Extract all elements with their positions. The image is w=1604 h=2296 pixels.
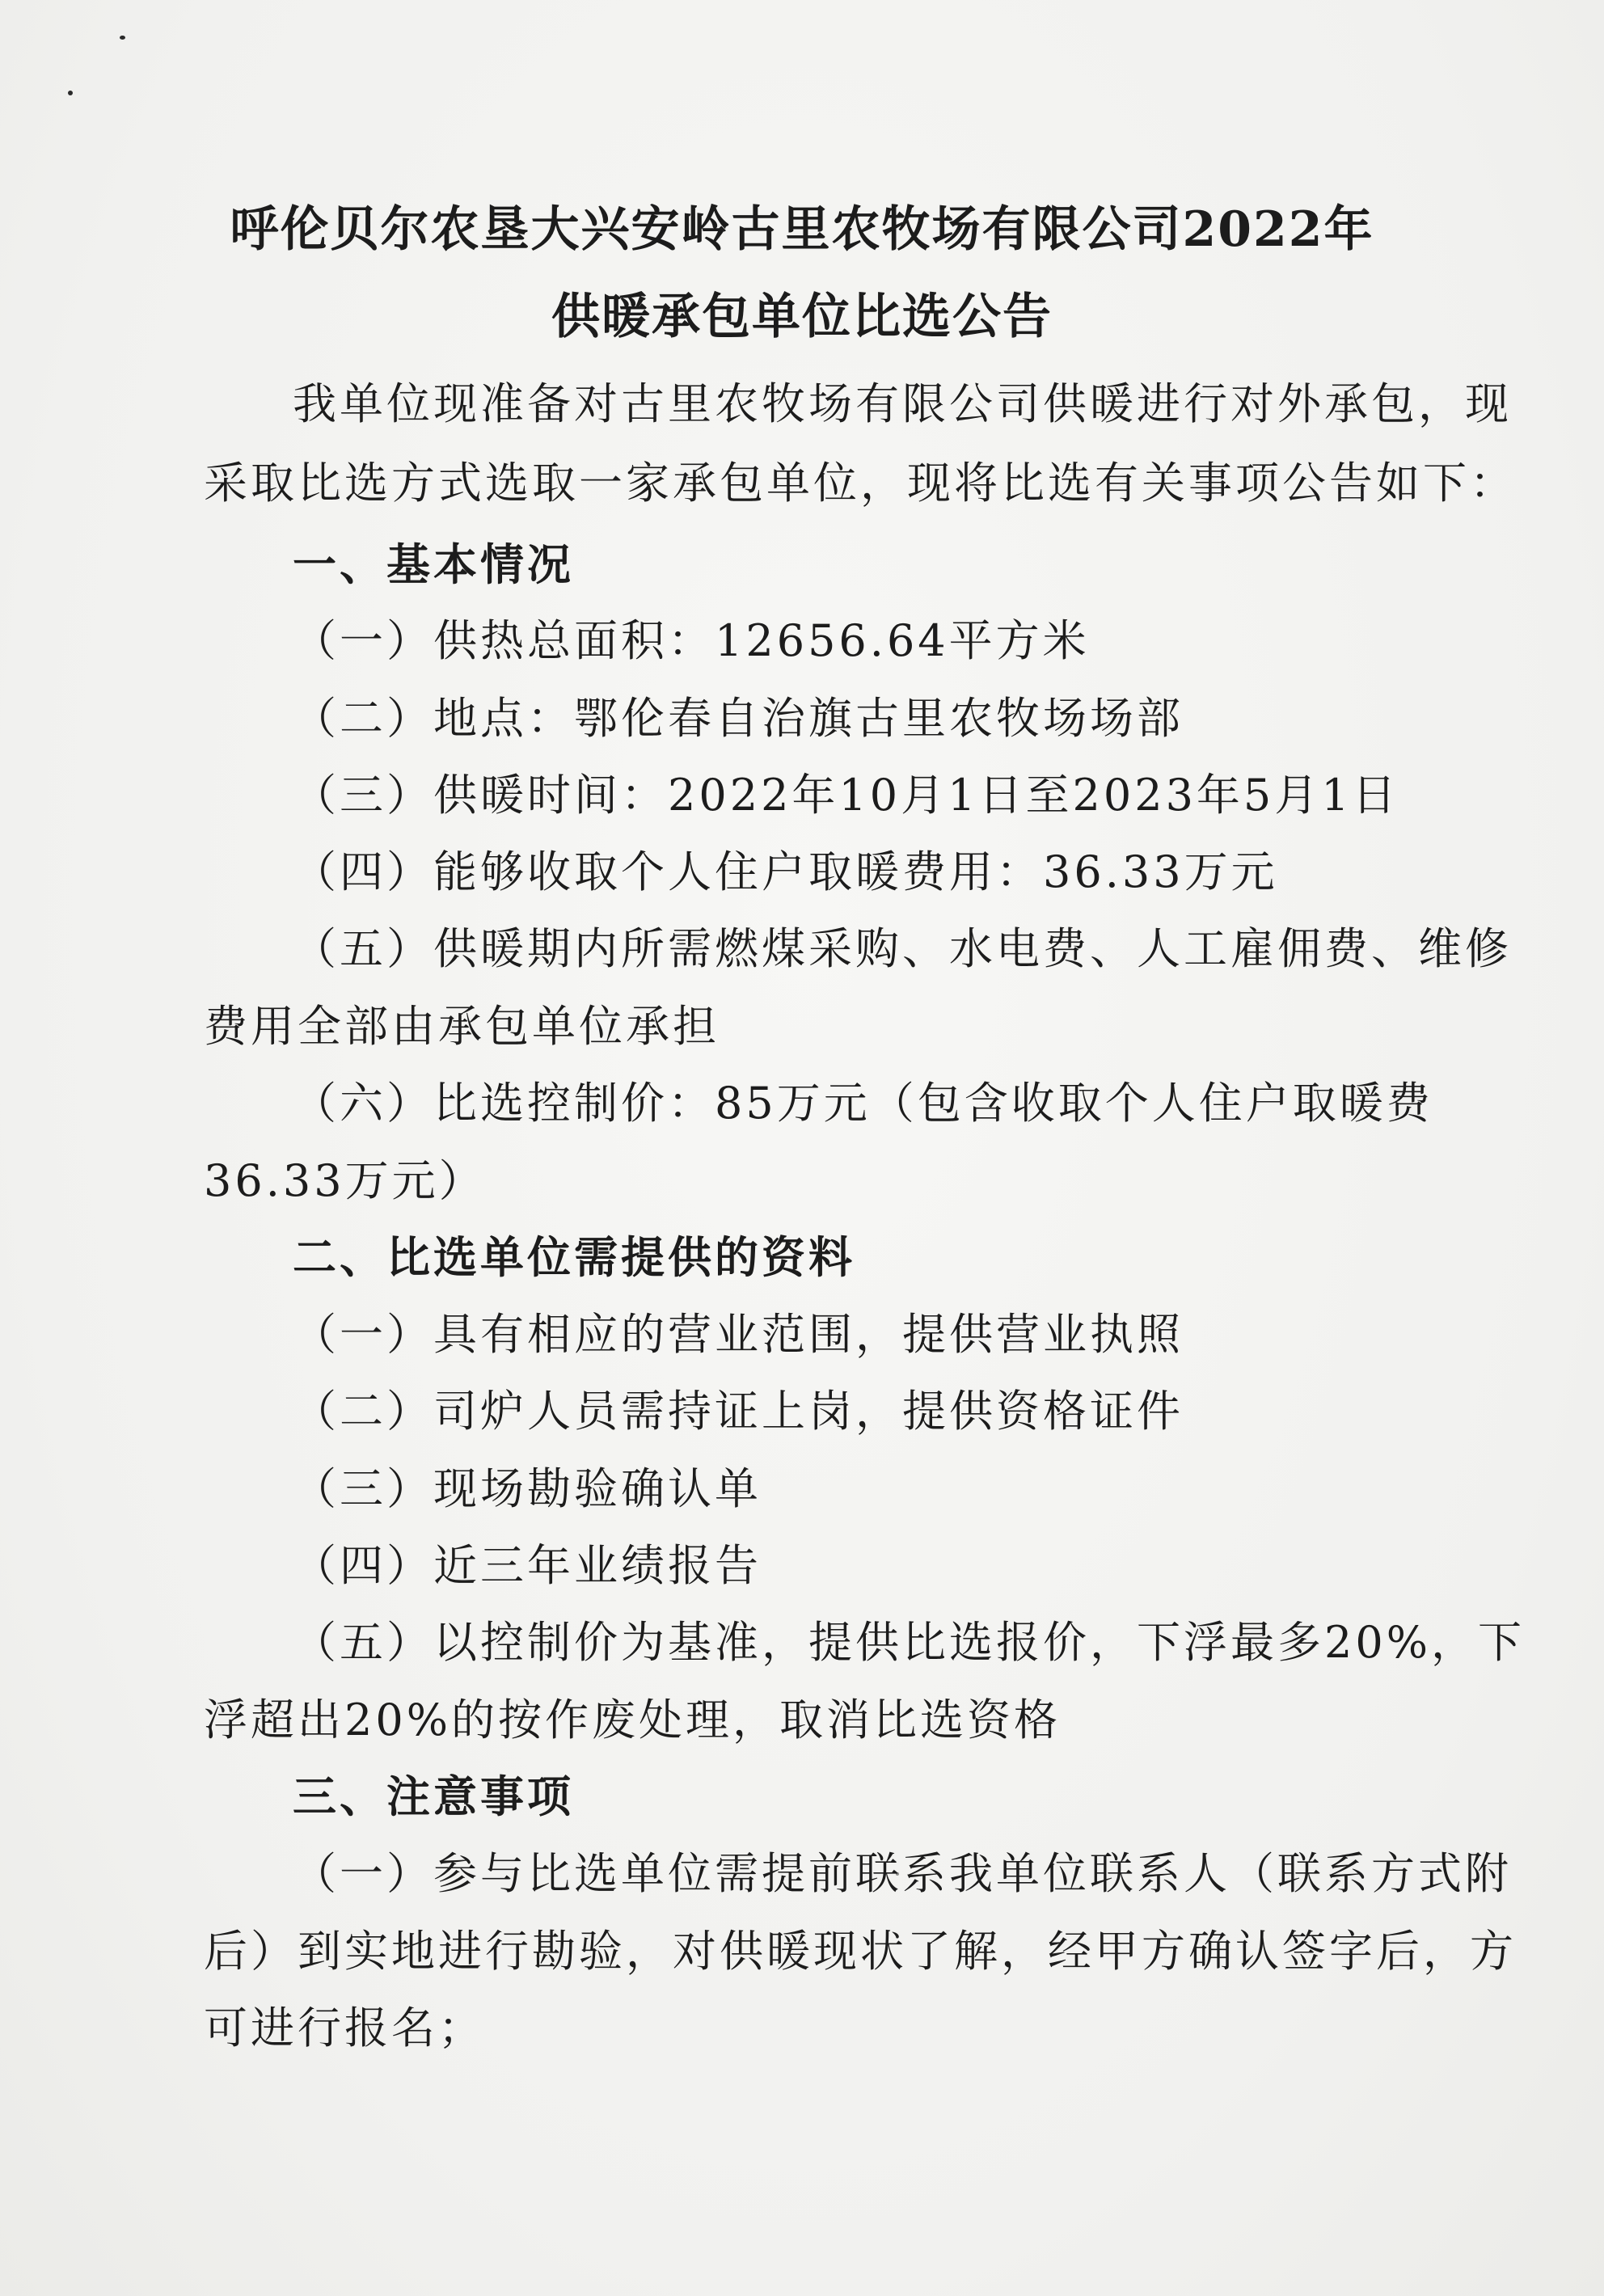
section-1-item-1: （一）供热总面积：12656.64平方米 — [293, 615, 1090, 666]
section-2-item-5-line-2: 浮超出20%的按作废处理，取消比选资格 — [204, 1695, 1062, 1745]
section-3-item-1-line-3: 可进行报名； — [204, 2003, 485, 2053]
title-line-2: 供暖承包单位比选公告 — [551, 289, 1053, 345]
section-1-item-2: （二）地点：鄂伦春自治旗古里农牧场场部 — [293, 693, 1184, 744]
section-1-heading: 一、基本情况 — [293, 538, 574, 590]
title-line-1: 呼伦贝尔农垦大兴安岭古里农牧场有限公司2022年 — [230, 201, 1374, 258]
section-2-heading: 二、比选单位需提供的资料 — [293, 1231, 855, 1283]
section-1-item-6-line-2: 36.33万元） — [204, 1155, 486, 1206]
section-1-item-6-line-1: （六）比选控制价：85万元（包含收取个人住户取暖费 — [293, 1078, 1433, 1129]
intro-line-2: 采取比选方式选取一家承包单位，现将比选有关事项公告如下： — [204, 458, 1517, 509]
section-2-item-3: （三）现场勘验确认单 — [293, 1463, 762, 1514]
section-3-item-1-line-2: 后）到实地进行勘验，对供暖现状了解，经甲方确认签字后，方 — [204, 1926, 1517, 1977]
section-1-item-4: （四）能够收取个人住户取暖费用：36.33万元 — [293, 846, 1278, 897]
section-1-item-3: （三）供暖时间：2022年10月1日至2023年5月1日 — [293, 770, 1399, 821]
section-1-item-5-line-1: （五）供暖期内所需燃煤采购、水电费、人工雇佣费、维修 — [293, 923, 1512, 974]
section-3-heading: 三、注意事项 — [293, 1771, 574, 1822]
scan-speck — [68, 91, 73, 95]
section-2-item-2: （二）司炉人员需持证上岗，提供资格证件 — [293, 1386, 1184, 1437]
section-2-item-5-line-1: （五）以控制价为基准，提供比选报价，下浮最多20%，下 — [293, 1617, 1526, 1668]
section-1-item-5-line-2: 费用全部由承包单位承担 — [204, 1001, 720, 1052]
scan-speck — [120, 36, 125, 40]
section-3-item-1-line-1: （一）参与比选单位需提前联系我单位联系人（联系方式附 — [293, 1848, 1512, 1899]
section-2-item-1: （一）具有相应的营业范围，提供营业执照 — [293, 1309, 1184, 1360]
intro-line-1: 我单位现准备对古里农牧场有限公司供暖进行对外承包，现 — [293, 378, 1512, 429]
section-2-item-4: （四）近三年业绩报告 — [293, 1540, 762, 1591]
